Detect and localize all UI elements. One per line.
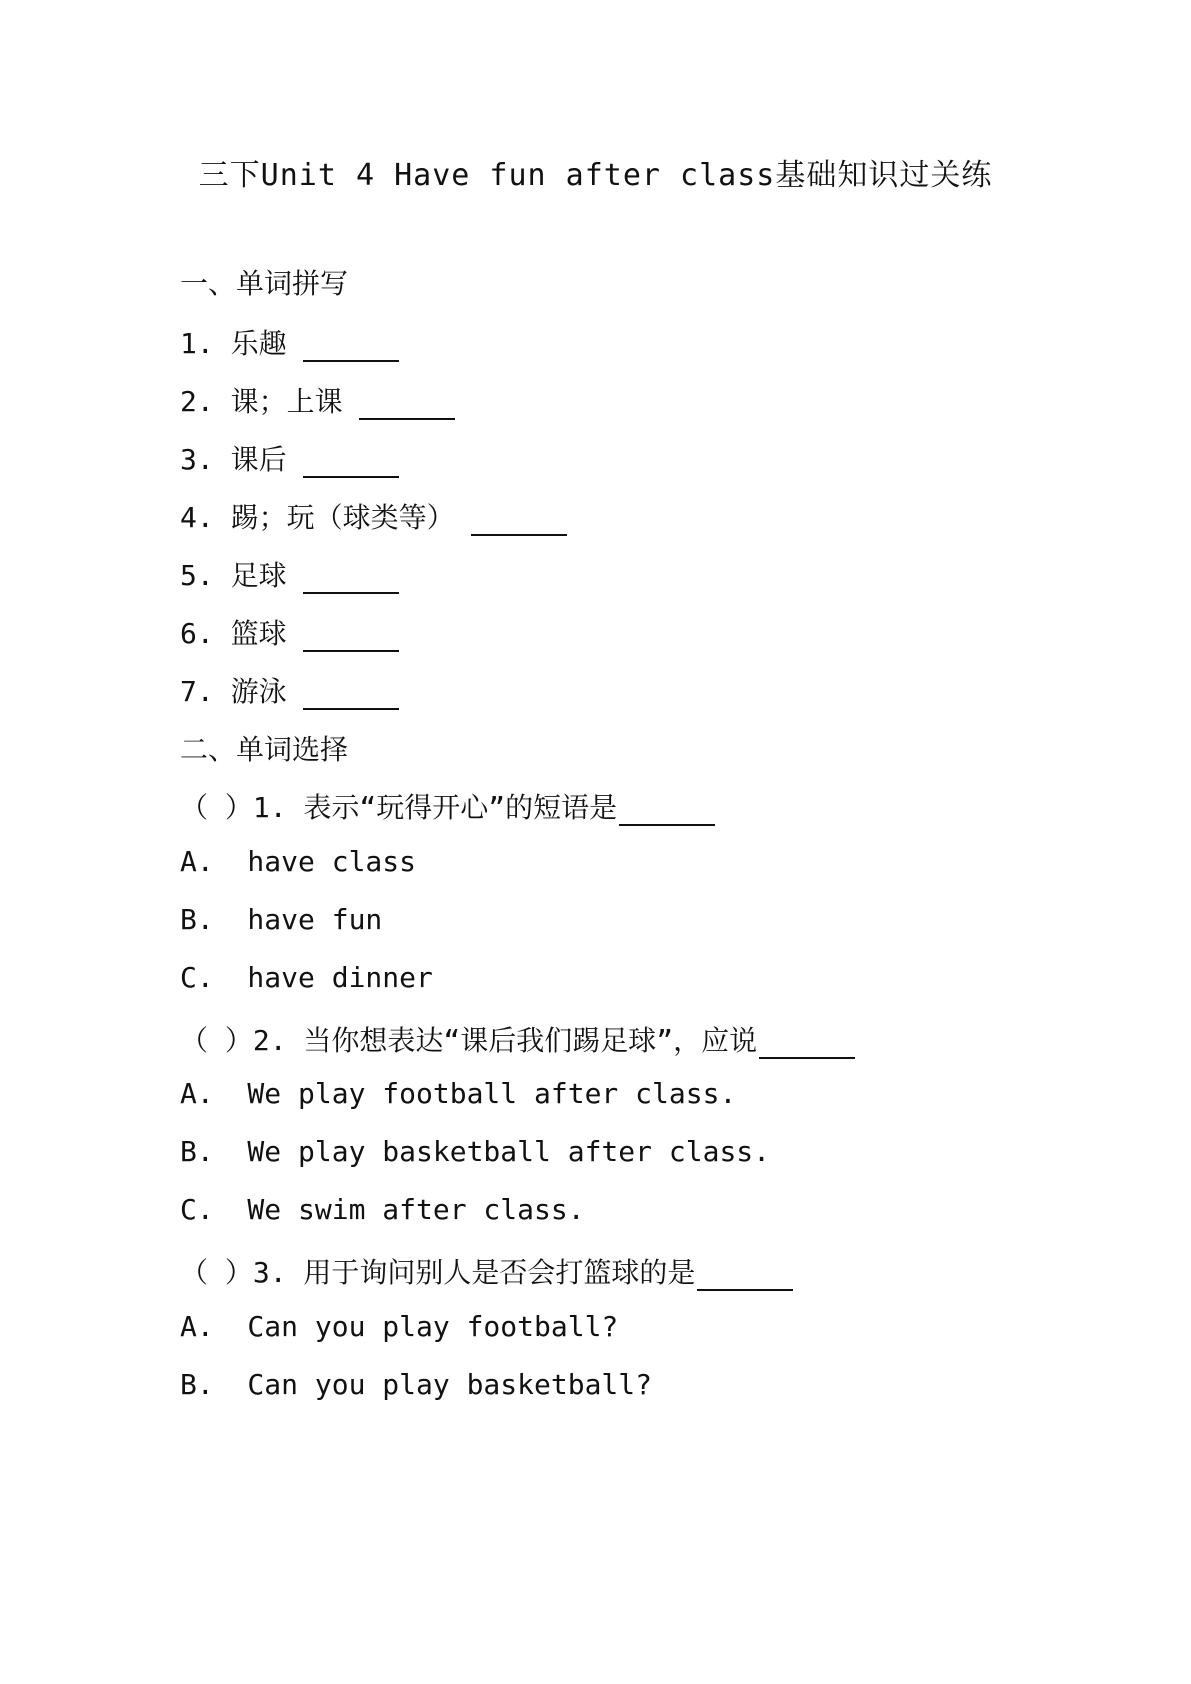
question-3-stem — [180, 1251, 793, 1291]
item-number: 4. — [180, 501, 214, 534]
question-1-stem — [180, 786, 715, 826]
question-1-option-c: C. have dinner — [180, 961, 433, 994]
answer-blank[interactable] — [303, 332, 399, 362]
item-number: 3. — [180, 443, 214, 476]
answer-blank[interactable] — [619, 796, 715, 826]
answer-blank[interactable] — [697, 1261, 793, 1291]
spelling-item-3 — [180, 438, 399, 478]
item-number: 7. — [180, 675, 214, 708]
question-2-option-c: C. We swim after class. — [180, 1193, 585, 1226]
spelling-item-7 — [180, 670, 399, 710]
item-prompt: 踢；玩（球类等） — [230, 501, 455, 534]
spelling-item-6 — [180, 612, 399, 652]
question-text: （ ）2. 当你想表达“课后我们踢足球”，应说 — [180, 1024, 758, 1057]
spelling-item-1 — [180, 322, 399, 362]
answer-blank[interactable] — [359, 390, 455, 420]
answer-blank[interactable] — [471, 506, 567, 536]
question-3-option-a: A. Can you play football? — [180, 1310, 619, 1343]
item-number: 6. — [180, 617, 214, 650]
item-prompt: 篮球 — [230, 617, 287, 650]
question-2-option-b: B. We play basketball after class. — [180, 1135, 771, 1168]
answer-blank[interactable] — [759, 1029, 855, 1059]
item-number: 5. — [180, 559, 214, 592]
answer-blank[interactable] — [303, 680, 399, 710]
item-prompt: 乐趣 — [230, 327, 287, 360]
spelling-item-5 — [180, 554, 399, 594]
answer-blank[interactable] — [303, 622, 399, 652]
worksheet-title: 三下Unit 4 Have fun after class基础知识过关练 — [198, 158, 993, 193]
spelling-item-2 — [180, 380, 455, 420]
section1-heading: 一、单词拼写 — [180, 267, 349, 300]
section2-heading: 二、单词选择 — [180, 733, 349, 766]
answer-blank[interactable] — [303, 564, 399, 594]
item-prompt: 课后 — [230, 443, 287, 476]
question-text: （ ）3. 用于询问别人是否会打篮球的是 — [180, 1256, 696, 1289]
item-prompt: 游泳 — [230, 675, 287, 708]
item-number: 2. — [180, 385, 214, 418]
spelling-item-4 — [180, 496, 567, 536]
question-2-option-a: A. We play football after class. — [180, 1077, 737, 1110]
answer-blank[interactable] — [303, 448, 399, 478]
item-prompt: 足球 — [230, 559, 287, 592]
question-1-option-a: A. have class — [180, 845, 417, 878]
item-prompt: 课；上课 — [230, 385, 343, 418]
question-3-option-b: B. Can you play basketball? — [180, 1368, 653, 1401]
question-text: （ ）1. 表示“玩得开心”的短语是 — [180, 791, 618, 824]
question-1-option-b: B. have fun — [180, 903, 383, 936]
item-number: 1. — [180, 327, 214, 360]
question-2-stem — [180, 1019, 855, 1059]
